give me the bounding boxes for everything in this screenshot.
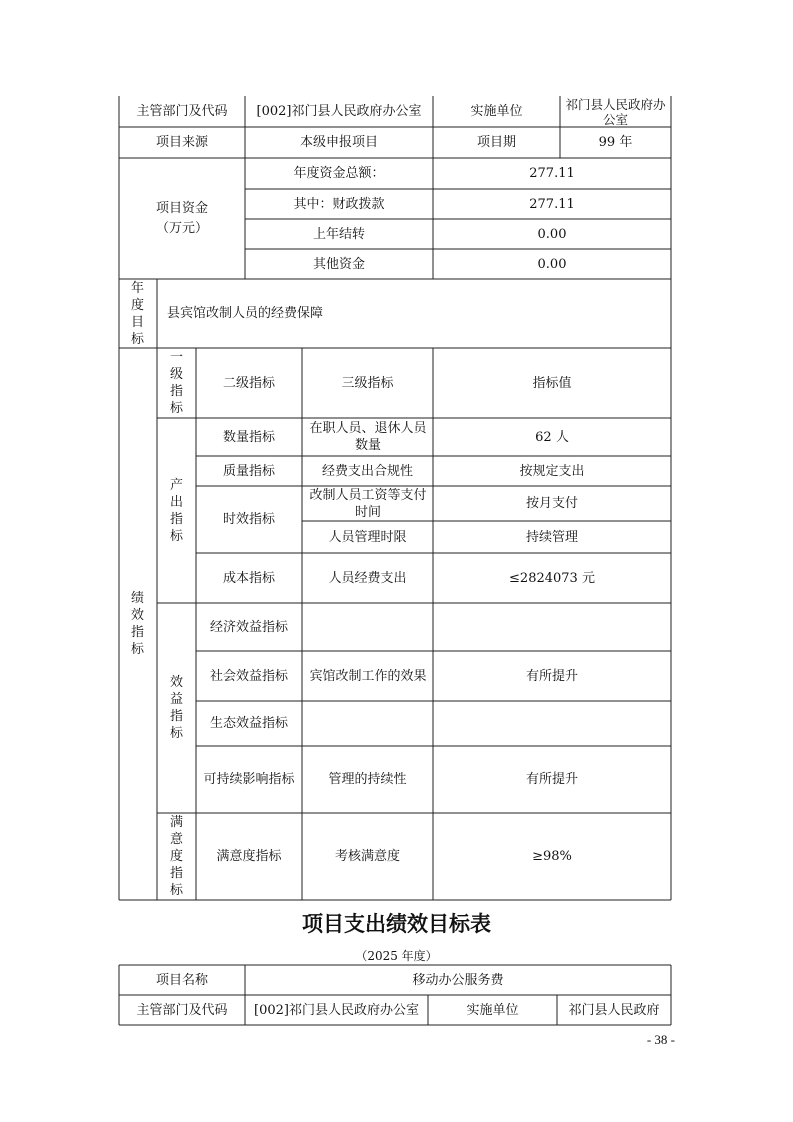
- benefit-indicators-label: 效益指标: [169, 675, 183, 741]
- quantity-value: 62 人: [535, 429, 569, 445]
- timeliness-l3-payment: 改制人员工资等支付时间: [309, 487, 427, 520]
- cost-value: ≤2824073 元: [509, 570, 595, 586]
- funds-total-value: 277.11: [529, 166, 575, 181]
- funds-total-label: 年度资金总额：: [293, 166, 385, 181]
- funds-carryover-value: 0.00: [537, 226, 567, 242]
- section-title: 项目支出绩效目标表: [302, 912, 491, 936]
- impl-unit-label: 实施单位: [470, 104, 523, 119]
- satisfaction-label: 满意度指标: [216, 849, 282, 864]
- project-name-label: 项目名称: [155, 972, 208, 988]
- funds-fiscal-label: 其中：财政拨款: [293, 196, 385, 212]
- sustainability-l3: 管理的持续性: [328, 772, 407, 787]
- social-l3: 宾馆改制工作的效果: [309, 668, 427, 684]
- timeliness-label: 时效指标: [222, 512, 275, 527]
- header-value: 指标值: [532, 375, 572, 391]
- section-year: （2025 年度）: [355, 949, 438, 963]
- source-label: 项目来源: [155, 135, 208, 150]
- satisfaction-value: ≥98%: [532, 849, 572, 864]
- economic-l3: [302, 603, 433, 651]
- impl-unit-value: 祁门县人民政府办公室: [565, 96, 666, 127]
- satisfaction-group-label: 满意度指标: [169, 815, 183, 898]
- quality-value: 按规定支出: [519, 463, 585, 479]
- quantity-label: 数量指标: [222, 429, 275, 445]
- sustainability-label: 可持续影响指标: [203, 772, 295, 787]
- period-label: 项目期: [476, 135, 516, 150]
- social-label: 社会效益指标: [209, 668, 288, 684]
- dept-value: [002]祁门县人民政府办公室: [256, 104, 422, 119]
- quality-label: 质量指标: [222, 463, 275, 479]
- cost-label: 成本指标: [222, 570, 275, 586]
- period-value: 99 年: [598, 135, 633, 150]
- social-value: 有所提升: [525, 668, 578, 684]
- sustainability-value: 有所提升: [525, 772, 578, 787]
- timeliness-value-payment: 按月支付: [525, 496, 578, 511]
- quantity-l3: 在职人员、退休人员数量: [309, 421, 427, 453]
- funds-carryover-label: 上年结转: [312, 226, 365, 242]
- annual-goal-value: 县宾馆改制人员的经费保障: [167, 306, 324, 321]
- header-level2: 二级指标: [222, 375, 275, 391]
- impl2-label: 实施单位: [466, 1002, 519, 1018]
- satisfaction-l3: 考核满意度: [334, 849, 400, 864]
- economic-value: [433, 603, 671, 651]
- ecological-value: [433, 701, 671, 746]
- dept2-label: 主管部门及代码: [136, 1002, 228, 1018]
- header-level3: 三级指标: [341, 375, 394, 391]
- dept2-value: [002]祁门县人民政府办公室: [254, 1002, 419, 1018]
- perf-indicators-label: 绩效指标: [130, 591, 144, 657]
- funds-other-value: 0.00: [537, 256, 567, 272]
- ecological-label: 生态效益指标: [209, 716, 288, 731]
- header-level1: 一级指标: [169, 350, 183, 416]
- quality-l3: 经费支出合规性: [321, 463, 413, 479]
- source-value: 本级申报项目: [299, 135, 378, 150]
- impl2-value: 祁门县人民政府: [568, 1002, 660, 1018]
- annual-goal-label: 年度目标: [130, 280, 144, 347]
- page-number: - 38 -: [646, 1032, 675, 1047]
- funds-fiscal-value: 277.11: [529, 196, 575, 212]
- dept-label: 主管部门及代码: [136, 104, 228, 119]
- ecological-l3: [302, 701, 433, 746]
- output-indicators-label: 产出指标: [169, 477, 183, 544]
- project-name-value: 移动办公服务费: [412, 972, 504, 988]
- funds-label: 项目资金（万元）: [155, 200, 208, 236]
- economic-label: 经济效益指标: [209, 619, 288, 635]
- funds-other-label: 其他资金: [312, 256, 365, 272]
- timeliness-l3-management: 人员管理时限: [328, 529, 407, 545]
- cost-l3: 人员经费支出: [328, 570, 407, 586]
- timeliness-value-management: 持续管理: [525, 529, 578, 545]
